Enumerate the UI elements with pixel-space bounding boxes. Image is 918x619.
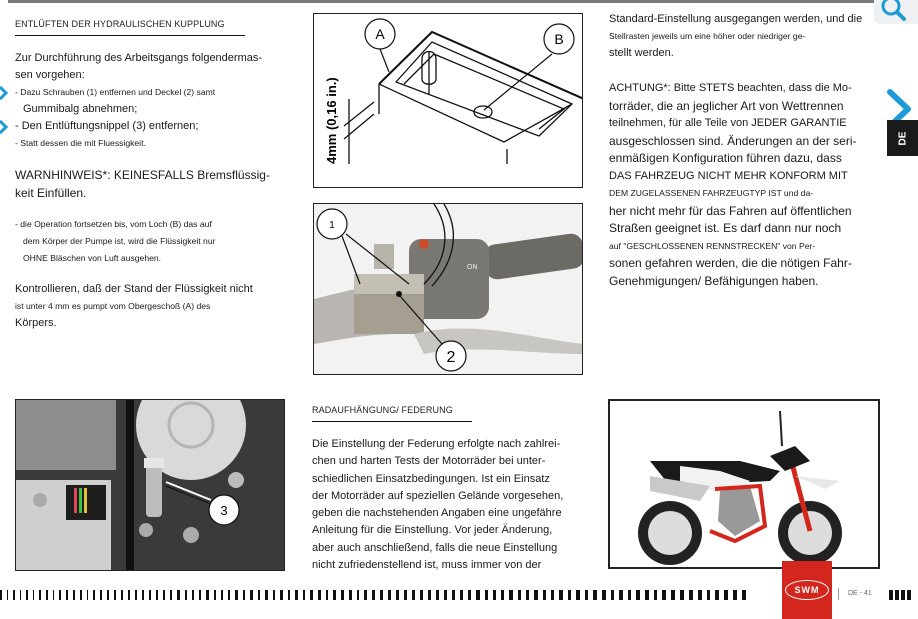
ruler-tick bbox=[0, 590, 2, 600]
intro-text: Zur Durchführung des Arbeitsgangs folgendermas- bbox=[15, 52, 263, 64]
ruler-tick bbox=[13, 590, 15, 600]
ruler-tick bbox=[889, 590, 893, 600]
ruler-tick bbox=[170, 590, 172, 600]
ruler-tick bbox=[901, 590, 905, 600]
ruler-tick bbox=[733, 590, 737, 600]
ruler-tick bbox=[576, 590, 580, 600]
ruler-tick bbox=[698, 590, 702, 600]
paragraph-line: Straßen geeignet ist. Es darf dann nur noch bbox=[609, 221, 842, 235]
page-separator bbox=[838, 588, 839, 600]
ruler-tick bbox=[724, 590, 728, 600]
ruler-tick bbox=[280, 590, 283, 600]
motorcycle-illustration bbox=[610, 401, 880, 569]
engine-photo bbox=[15, 399, 285, 571]
ruler-tick bbox=[341, 590, 344, 600]
step-text: - Den Entlüftungsnippel (3) entfernen; bbox=[15, 120, 199, 132]
ruler-tick bbox=[357, 590, 360, 600]
paragraph-line: DEM ZUGELASSENEN FAHRZEUGTYP IST und da- bbox=[609, 188, 814, 198]
ruler-tick bbox=[468, 590, 471, 600]
check-text: Kontrollieren, daß der Stand der Flüssigkeit nicht bbox=[15, 283, 253, 295]
ruler-tick bbox=[526, 590, 529, 600]
footer-ruler bbox=[0, 590, 751, 600]
ruler-tick bbox=[501, 590, 504, 600]
ruler-tick bbox=[33, 590, 35, 600]
step-text: - Dazu Schrauben (1) entfernen und Deckel (2) samt bbox=[15, 87, 216, 97]
ruler-tick bbox=[585, 590, 589, 600]
brand-name: SWM bbox=[785, 580, 829, 600]
ruler-tick bbox=[295, 590, 298, 600]
ruler-tick bbox=[177, 590, 179, 600]
ruler-tick bbox=[214, 590, 216, 600]
ruler-tick bbox=[53, 590, 55, 600]
ruler-tick bbox=[206, 590, 208, 600]
ruler-tick bbox=[265, 590, 268, 600]
reservoir-diagram bbox=[313, 13, 583, 188]
ruler-tick bbox=[318, 590, 321, 600]
ruler-tick bbox=[185, 590, 187, 600]
ruler-tick bbox=[534, 590, 537, 600]
ruler-tick bbox=[907, 590, 911, 600]
ruler-tick bbox=[100, 590, 102, 600]
ruler-tick bbox=[93, 590, 95, 600]
paragraph-line: enmäßigen Konfiguration führen dazu, dass bbox=[609, 151, 842, 165]
ruler-tick bbox=[509, 590, 512, 600]
section-heading-clutch: ENTLÜFTEN DER HYDRAULISCHEN KUPPLUNG bbox=[15, 19, 245, 36]
operation-text: - die Operation fortsetzen bis, vom Loch (B) das auf bbox=[15, 219, 212, 229]
ruler-tick bbox=[199, 590, 201, 600]
ruler-tick bbox=[611, 590, 615, 600]
brand-logo bbox=[782, 561, 832, 619]
ruler-tick bbox=[396, 590, 399, 600]
paragraph-line: nicht zufriedenstellend ist, muss immer von der bbox=[312, 559, 542, 572]
ruler-tick bbox=[372, 590, 375, 600]
ruler-tick bbox=[80, 590, 82, 600]
ruler-tick bbox=[551, 590, 554, 600]
switch-label: ON bbox=[467, 264, 478, 271]
ruler-tick bbox=[87, 590, 89, 600]
check-text: ist unter 4 mm es pumpt vom Obergeschoß (A) des bbox=[15, 301, 211, 311]
ruler-tick bbox=[895, 590, 899, 600]
paragraph-line: ACHTUNG*: Bitte STETS beachten, dass die Mo- bbox=[609, 82, 852, 94]
search-icon bbox=[880, 0, 910, 28]
ruler-tick bbox=[163, 590, 165, 600]
ruler-tick bbox=[380, 590, 383, 600]
ruler-tick bbox=[303, 590, 306, 600]
paragraph-line: Die Einstellung der Federung erfolgte nach zahlrei- bbox=[312, 438, 561, 450]
ruler-tick bbox=[349, 590, 352, 600]
language-tab[interactable] bbox=[887, 120, 918, 156]
ruler-tick bbox=[680, 590, 684, 600]
ruler-tick bbox=[250, 590, 252, 600]
label-b: B bbox=[554, 31, 564, 47]
ruler-tick bbox=[636, 590, 640, 600]
right-column bbox=[609, 11, 869, 290]
ruler-tick bbox=[645, 590, 649, 600]
ruler-tick bbox=[452, 590, 455, 600]
ruler-tick bbox=[543, 590, 546, 600]
label-3: 3 bbox=[220, 503, 228, 518]
dimension-label: 4mm (0,16 in.) bbox=[324, 77, 339, 164]
operation-text: dem Körper der Pumpe ist, wird die Flüssigkeit nur bbox=[23, 236, 216, 246]
ruler-tick bbox=[436, 590, 439, 600]
ruler-tick bbox=[628, 590, 632, 600]
ruler-tick bbox=[619, 590, 623, 600]
step-text: - Statt dessen die mit Fluessigkeit. bbox=[15, 138, 146, 148]
ruler-tick bbox=[310, 590, 313, 600]
ruler-tick bbox=[26, 590, 28, 600]
body-text: Stellrasten jeweils um eine höher oder niedriger ge- bbox=[609, 31, 806, 41]
search-button[interactable] bbox=[874, 0, 918, 24]
paragraph-line: Anleitung für die Einstellung. Vor jeder Änderung, bbox=[312, 524, 553, 537]
paragraph-line: der Motorräder auf speziellen Gelände vorgesehen, bbox=[312, 489, 564, 502]
ruler-tick bbox=[420, 590, 423, 600]
paragraph-line: ausgeschlossen sind. Änderungen an der seri- bbox=[609, 133, 857, 148]
left-column bbox=[15, 14, 290, 332]
ruler-tick bbox=[128, 590, 130, 600]
ruler-tick bbox=[671, 590, 675, 600]
body-text: Standard-Einstellung ausgegangen werden, und die bbox=[609, 13, 863, 25]
operation-text: OHNE Bläschen von Luft ausgehen. bbox=[23, 253, 162, 263]
ruler-tick bbox=[228, 590, 230, 600]
ruler-tick bbox=[135, 590, 137, 600]
ruler-tick bbox=[39, 590, 41, 600]
reservoir-diagram-drawing bbox=[314, 14, 583, 188]
footer-ruler-right bbox=[889, 590, 913, 600]
ruler-tick bbox=[221, 590, 223, 600]
warning-text: keit Einfüllen. bbox=[15, 186, 87, 200]
language-label: DE bbox=[897, 131, 908, 145]
intro-text: sen vorgehen: bbox=[15, 69, 85, 81]
ruler-tick bbox=[114, 590, 116, 600]
engine-illustration bbox=[16, 400, 285, 571]
ruler-tick bbox=[689, 590, 693, 600]
chevron-left-icon[interactable] bbox=[0, 122, 6, 132]
ruler-tick bbox=[333, 590, 336, 600]
ruler-tick bbox=[715, 590, 719, 600]
label-1: 1 bbox=[329, 220, 335, 231]
ruler-tick bbox=[742, 590, 746, 600]
section-heading-suspension: RADAUFHÄNGUNG/ FEDERUNG bbox=[312, 405, 472, 422]
motorcycle-photo bbox=[608, 399, 880, 569]
paragraph-line: DAS FAHRZEUG NICHT MEHR KONFORM MIT bbox=[609, 169, 848, 182]
ruler-tick bbox=[46, 590, 48, 600]
ruler-tick bbox=[568, 590, 572, 600]
ruler-tick bbox=[485, 590, 488, 600]
ruler-tick bbox=[707, 590, 711, 600]
ruler-tick bbox=[559, 590, 563, 600]
ruler-tick bbox=[59, 590, 61, 600]
paragraph-line: auf "GESCHLOSSENEN RENNSTRECKEN" von Per- bbox=[609, 240, 816, 251]
paragraph-line: schiedlichen Einsatzbedingungen. Ist ein Einsatz bbox=[312, 472, 550, 485]
middle-column bbox=[312, 400, 592, 574]
paragraph-line: her nicht mehr für das Fahren auf öffentlichen bbox=[609, 203, 852, 218]
paragraph-line: aber auch anschließend, falls die neue Einstellung bbox=[312, 541, 558, 554]
ruler-tick bbox=[192, 590, 194, 600]
ruler-tick bbox=[654, 590, 658, 600]
label-2: 2 bbox=[446, 349, 456, 366]
ruler-tick bbox=[288, 590, 291, 600]
ruler-tick bbox=[273, 590, 276, 600]
ruler-tick bbox=[243, 590, 245, 600]
ruler-tick bbox=[444, 590, 447, 600]
ruler-tick bbox=[388, 590, 391, 600]
paragraph-line: torräder, die an jeglicher Art von Wettrennen bbox=[609, 98, 844, 113]
ruler-tick bbox=[326, 590, 329, 600]
paragraph-line: Genehmigungen/ Befähigungen haben. bbox=[609, 273, 819, 288]
ruler-tick bbox=[235, 590, 237, 600]
ruler-tick bbox=[404, 590, 407, 600]
ruler-tick bbox=[20, 590, 22, 600]
achtung-paragraph bbox=[609, 80, 869, 290]
ruler-tick bbox=[73, 590, 75, 600]
ruler-tick bbox=[149, 590, 151, 600]
paragraph-line: sonen gefahren werden, die die nötigen Fahr- bbox=[609, 256, 852, 270]
ruler-tick bbox=[428, 590, 431, 600]
page-number: DE - 41 bbox=[848, 590, 872, 597]
paragraph-line: geben die nachstehenden Angaben eine ungefähre bbox=[312, 507, 562, 520]
label-a: A bbox=[375, 26, 385, 42]
ruler-tick bbox=[142, 590, 144, 600]
ruler-tick bbox=[7, 590, 9, 600]
ruler-tick bbox=[602, 590, 606, 600]
ruler-tick bbox=[460, 590, 463, 600]
suspension-paragraph bbox=[312, 436, 592, 574]
top-divider bbox=[8, 0, 878, 3]
ruler-tick bbox=[258, 590, 261, 600]
ruler-tick bbox=[476, 590, 479, 600]
ruler-tick bbox=[518, 590, 521, 600]
handlebar-photo bbox=[313, 203, 583, 375]
ruler-tick bbox=[121, 590, 123, 600]
ruler-tick bbox=[593, 590, 597, 600]
chevron-left-icon[interactable] bbox=[0, 88, 6, 98]
ruler-tick bbox=[66, 590, 68, 600]
ruler-tick bbox=[662, 590, 666, 600]
paragraph-line: teilnehmen, für alle Teile von JEDER GARANTIE bbox=[609, 117, 847, 129]
step-text: Gummibalg abnehmen; bbox=[23, 103, 138, 115]
ruler-tick bbox=[156, 590, 158, 600]
ruler-tick bbox=[364, 590, 367, 600]
warning-text: WARNHINWEIS*: KEINESFALLS Bremsflüssig- bbox=[15, 168, 270, 182]
ruler-tick bbox=[107, 590, 109, 600]
body-text: stellt werden. bbox=[609, 47, 674, 59]
ruler-tick bbox=[412, 590, 415, 600]
ruler-tick bbox=[493, 590, 496, 600]
handlebar-illustration bbox=[314, 204, 583, 375]
check-text: Körpers. bbox=[15, 317, 57, 329]
paragraph-line: chen und harten Tests der Motorräder bei unter- bbox=[312, 455, 546, 468]
